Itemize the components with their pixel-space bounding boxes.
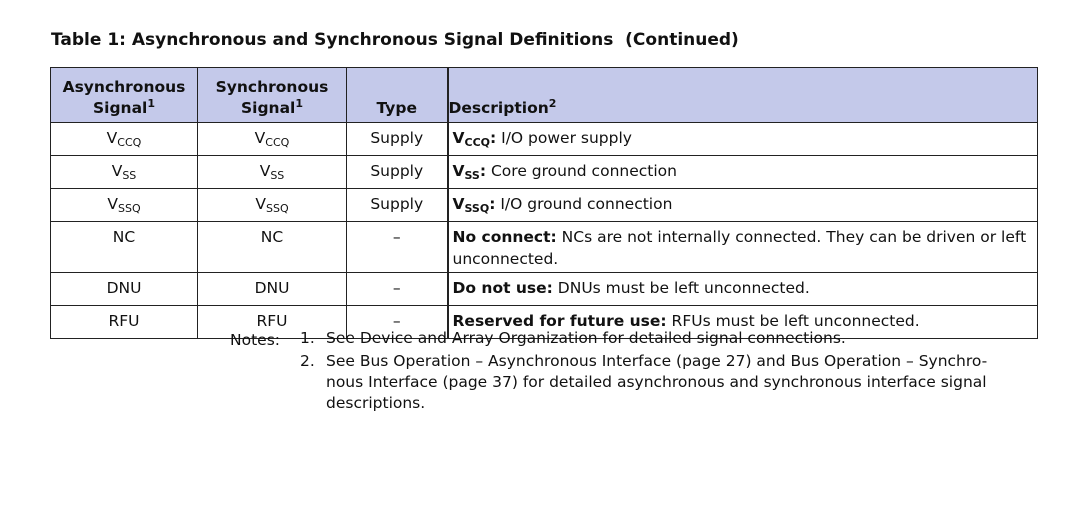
sync-signal-cell: NC [198,222,347,273]
note-text: See Device and Array Organization for detailed signal connections. [326,329,846,347]
note-number: 1. [300,329,315,347]
type-cell: Supply [347,156,448,189]
async-signal-cell: RFU [51,306,198,339]
header-async-signal: Asynchronous Signal$^1$ [51,68,198,123]
sync-signal-cell: DNU [198,273,347,306]
sync-signal-cell: $V_{SS}$ [198,156,347,189]
header-description: Description$^2$ [448,68,1038,123]
async-signal-cell: DNU [51,273,198,306]
async-signal-cell: $V_{SSQ}$ [51,189,198,222]
signal-definitions-table [50,67,1038,339]
async-signal-cell: $V_{SS}$ [51,156,198,189]
type-cell: Supply [347,189,448,222]
description-cell: Reserved for future use: RFUs must be left unconnected. [448,306,1038,339]
note-number: 2. [300,352,315,370]
sync-signal-cell: $V_{SSQ}$ [198,189,347,222]
notes-label: Notes: [230,331,280,349]
description-cell: No connect: NCs are not internally connected. They can be driven or left unconnected. [448,222,1038,273]
description-cell: $V_{SSQ}$: I/O ground connection [448,189,1038,222]
type-cell: Supply [347,123,448,156]
async-signal-cell: $V_{CCQ}$ [51,123,198,156]
table-row [51,189,1038,222]
note-text: See Bus Operation – Asynchronous Interface (page 27) and Bus Operation – Synchro-nous Interface (page 37) for detailed asynchronous and synchronous interface signal descriptions. [326,352,988,412]
table-header-row [51,68,1038,123]
table-row [51,273,1038,306]
description-cell: $V_{SS}$: Core ground connection [448,156,1038,189]
header-type: Type [347,68,448,123]
table-title: Table 1: Asynchronous and Synchronous Signal Definitions (Continued) [51,30,739,50]
type-cell: – [347,222,448,273]
type-cell: – [347,273,448,306]
table-row [51,222,1038,273]
table-row [51,156,1038,189]
sync-signal-cell: RFU [198,306,347,339]
sync-signal-cell: $V_{CCQ}$ [198,123,347,156]
type-cell: – [347,306,448,339]
description-cell: Do not use: DNUs must be left unconnected. [448,273,1038,306]
table-row [51,123,1038,156]
header-sync-signal: Synchronous Signal$^1$ [198,68,347,123]
async-signal-cell: NC [51,222,198,273]
description-cell: $V_{CCQ}$: I/O power supply [448,123,1038,156]
